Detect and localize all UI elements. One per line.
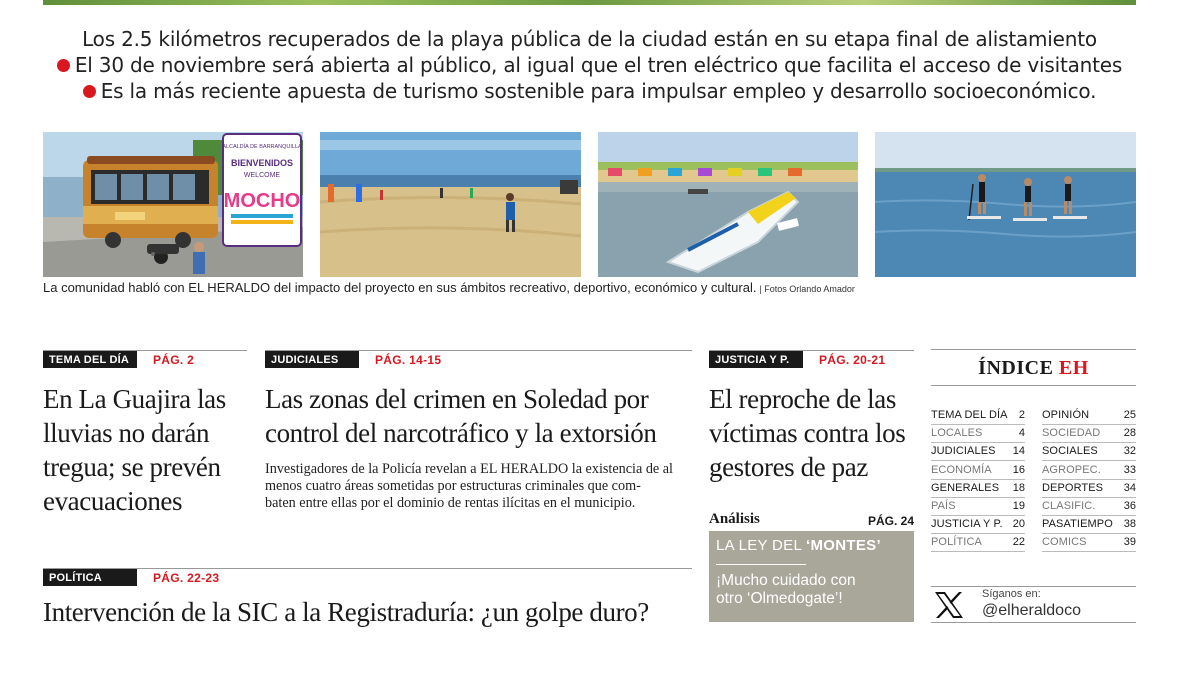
headline-line: lluvias no darán — [43, 418, 210, 448]
section-label-tema-del-dia: TEMA DEL DÍA — [43, 351, 137, 368]
index-section-page: 18 — [1012, 481, 1025, 494]
headline-line: víctimas contra los — [709, 418, 906, 448]
analysis-divider — [716, 564, 806, 565]
x-logo-icon — [933, 590, 965, 620]
index-section-name: TEMA DEL DÍA — [931, 409, 1008, 421]
index-row[interactable] — [931, 425, 1025, 443]
summary-line: menos cuatro áreas sometidas por estructuras criminales que com- — [265, 478, 641, 494]
summary-line: baten entre ellas por el dominio de rentas ilícitas en el municipio. — [265, 495, 636, 511]
summary-line: Investigadores de la Policía revelan a EL HERALDO la existencia de al — [265, 461, 674, 477]
index-section-name: COMICS — [1042, 536, 1087, 549]
lead-line-3 — [43, 78, 1136, 104]
index-section-name: OPINIÓN — [1042, 409, 1090, 421]
index-row[interactable] — [1042, 498, 1136, 516]
section-rule — [43, 568, 692, 569]
index-section-name: PASATIEMPO — [1042, 518, 1113, 531]
index-row[interactable] — [931, 498, 1025, 516]
beach-photo-illustration — [320, 132, 581, 277]
index-section-name: ECONOMÍA — [931, 463, 992, 476]
photo-paddle-boarders[interactable] — [875, 132, 1136, 277]
index-section-page: 36 — [1123, 500, 1136, 512]
column-name: ‘MONTES’ — [806, 537, 881, 554]
section-label-judiciales: JUDICIALES — [265, 351, 359, 368]
social-label: Síganos en: — [982, 588, 1041, 600]
social-handle[interactable]: @elheraldoco — [982, 602, 1081, 619]
lead-line-2-text: El 30 de noviembre será abierta al público, al igual que el tren eléctrico que facilita el acceso de visitantes — [74, 53, 1123, 77]
headline-tema-del-dia[interactable] — [43, 382, 253, 518]
section-page-tema-del-dia: PÁG. 2 — [153, 353, 195, 367]
index-section-page: 22 — [1012, 536, 1025, 549]
red-bullet-icon — [83, 85, 96, 98]
index-row[interactable] — [931, 516, 1025, 534]
index-title — [931, 357, 1136, 380]
index-section-name: JUSTICIA Y P. — [931, 518, 1003, 531]
social-follow[interactable] — [931, 586, 1136, 623]
index-section-page: 20 — [1012, 518, 1025, 531]
headline-justicia[interactable] — [709, 382, 919, 484]
index-row[interactable] — [1042, 462, 1136, 480]
headline-line: El reproche de las — [709, 384, 896, 414]
section-page-judiciales: PÁG. 14-15 — [375, 353, 442, 367]
analysis-page: PÁG. 24 — [867, 514, 914, 528]
index-row[interactable] — [1042, 407, 1136, 425]
photo-tram-welcome-sign[interactable] — [43, 132, 303, 277]
headline-line: tregua; se prevén — [43, 452, 221, 482]
analysis-header — [709, 511, 914, 531]
index-section-page: 25 — [1123, 409, 1136, 421]
index-row[interactable] — [931, 462, 1025, 480]
index-row[interactable] — [931, 407, 1025, 425]
column-prefix: LA LEY DEL — [716, 537, 807, 554]
headline-line: Las zonas del crimen en Soledad por — [265, 384, 649, 414]
index-rule-bottom — [931, 385, 1136, 386]
analysis-box[interactable] — [709, 531, 914, 622]
index-title-word: ÍNDICE — [978, 357, 1054, 379]
index-section-page: 33 — [1123, 463, 1136, 476]
index-section-page: 39 — [1123, 536, 1136, 549]
headline-line: En La Guajira las — [43, 384, 226, 414]
index-row[interactable] — [1042, 425, 1136, 443]
lead-line-1: Los 2.5 kilómetros recuperados de la playa pública de la ciudad están en su etapa final de alistamiento — [82, 27, 1097, 51]
index-row-underline — [1042, 551, 1136, 552]
section-page-politica: PÁG. 22-23 — [153, 571, 220, 585]
index-row-underline — [931, 551, 1025, 552]
red-bullet-icon — [57, 59, 70, 72]
summary-judiciales — [265, 461, 695, 512]
sign-name: MOCHO — [223, 190, 301, 212]
analysis-title: Análisis — [709, 511, 760, 527]
index-section-name: CLASIFIC. — [1042, 500, 1096, 512]
paddle-photo-illustration — [875, 132, 1136, 277]
headline-line: control del narcotráfico y la extorsión — [265, 418, 657, 448]
inflatable-photo-illustration — [598, 132, 858, 277]
index-section-name: SOCIEDAD — [1042, 427, 1101, 440]
section-label-politica: POLÍTICA — [43, 569, 137, 586]
index-row[interactable] — [1042, 534, 1136, 552]
top-photo-strip — [43, 0, 1136, 5]
section-page-justicia: PÁG. 20-21 — [819, 353, 886, 367]
index-row[interactable] — [931, 480, 1025, 498]
index-section-name: JUDICIALES — [931, 445, 996, 458]
photo-water-inflatable[interactable] — [598, 132, 858, 277]
sign-small-text: ALCALDÍA DE BARRANQUILLA — [222, 144, 302, 150]
headline-line: gestores de paz — [709, 452, 868, 482]
index-section-page: 14 — [1012, 445, 1025, 458]
sign-welcome-1: BIENVENIDOS — [230, 158, 294, 168]
photo-caption — [43, 280, 1136, 295]
index-section-page: 38 — [1123, 518, 1136, 531]
index-section-name: POLÍTICA — [931, 536, 982, 549]
index-row[interactable] — [1042, 516, 1136, 534]
index-section-name: SOCIALES — [1042, 445, 1098, 458]
social-rule-top — [931, 586, 1136, 587]
social-rule-bottom — [931, 622, 1136, 623]
index-section-page: 28 — [1123, 427, 1136, 440]
caption-text: La comunidad habló con EL HERALDO del impacto del proyecto en sus ámbitos recreativo, deportivo, económico y cultural. — [43, 280, 757, 295]
index-section-name: DEPORTES — [1042, 481, 1104, 494]
index-row[interactable] — [931, 534, 1025, 552]
tram-photo-illustration — [43, 132, 303, 277]
headline-line: evacuaciones — [43, 486, 183, 516]
index-section-page: 32 — [1123, 445, 1136, 458]
lead-line-2 — [43, 52, 1136, 78]
index-rule-top — [931, 349, 1136, 350]
analysis-text-line: ¡Mucho cuidado con — [716, 572, 856, 589]
sign-welcome-2: WELCOME — [243, 172, 281, 179]
index-section-page: 2 — [1018, 409, 1025, 421]
headline-judiciales[interactable] — [265, 382, 695, 450]
section-label-justicia: JUSTICIA Y P. — [709, 351, 803, 368]
headline-politica[interactable]: Intervención de la SIC a la Registraduría: ¿un golpe duro? — [43, 597, 649, 627]
index-section-page: 34 — [1123, 481, 1136, 494]
index-section-page: 19 — [1012, 500, 1025, 512]
index-section-page: 16 — [1012, 463, 1025, 476]
lead-line-3-text: Es la más reciente apuesta de turismo sostenible para impulsar empleo y desarrollo socioeconómico. — [100, 79, 1097, 103]
index-title-brand: EH — [1058, 357, 1089, 379]
analysis-text — [716, 572, 906, 608]
index-section-page: 4 — [1018, 427, 1025, 440]
index-section-name: AGROPEC. — [1042, 463, 1101, 476]
index-section-name: PAÍS — [931, 500, 956, 512]
photo-credit: | Fotos Orlando Amador — [759, 284, 855, 294]
analysis-text-line: otro ‘Olmedogate’! — [716, 590, 843, 607]
index-section-name: GENERALES — [931, 481, 1000, 494]
photo-beach-soccer[interactable] — [320, 132, 581, 277]
lead-summary — [43, 26, 1136, 104]
index-section-name: LOCALES — [931, 427, 983, 440]
index-row[interactable] — [1042, 480, 1136, 498]
analysis-column-title — [716, 537, 881, 554]
index-row[interactable] — [931, 443, 1025, 461]
index-row[interactable] — [1042, 443, 1136, 461]
